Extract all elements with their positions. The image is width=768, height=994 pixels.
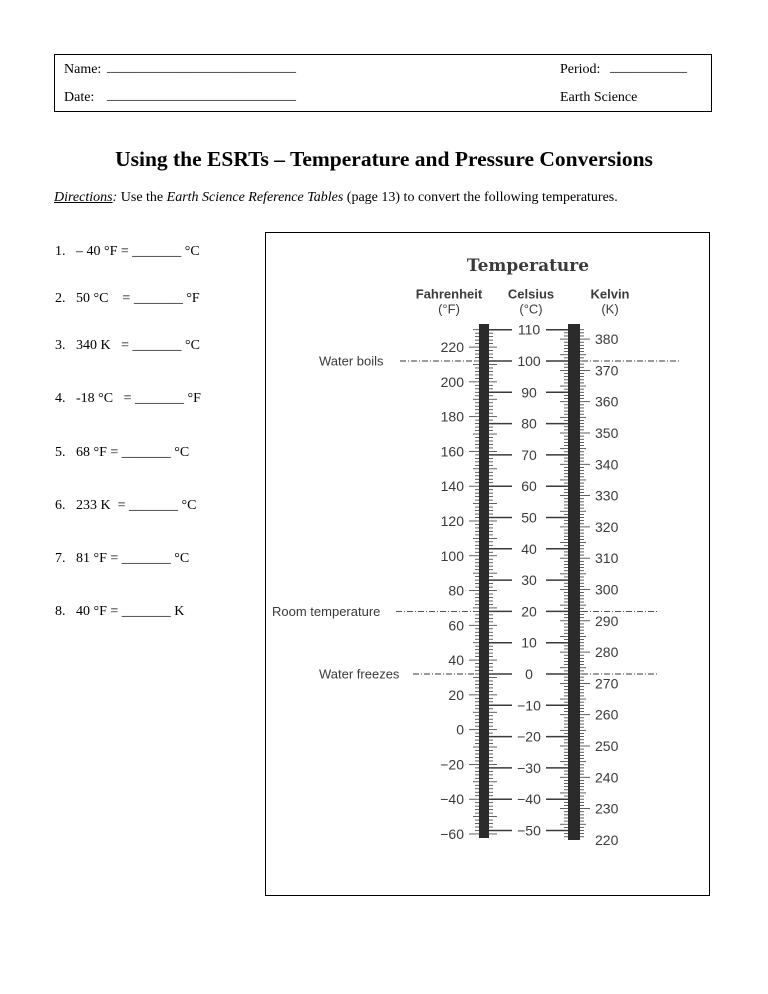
period-field[interactable]: ___________ — [610, 60, 687, 75]
kelvin-label: 280 — [595, 644, 619, 661]
celsius-label: 0 — [525, 666, 533, 682]
kelvin-label: 250 — [595, 737, 619, 754]
fahrenheit-label: 80 — [448, 582, 464, 599]
kelvin-label: 260 — [595, 706, 619, 723]
celsius-label: 80 — [521, 415, 537, 432]
scale-name-fahrenheit: Fahrenheit — [415, 286, 483, 302]
fahrenheit-label: 120 — [440, 512, 464, 529]
celsius-label: 60 — [521, 478, 537, 495]
figure-title: Temperature — [466, 256, 590, 276]
celsius-label: −50 — [517, 822, 541, 839]
celsius-label: 50 — [521, 509, 537, 526]
kelvin-label: 320 — [595, 518, 619, 535]
celsius-label: 30 — [521, 572, 537, 589]
name-label: Name: — [64, 62, 102, 77]
scale-unit-fahrenheit: (°F) — [438, 301, 460, 317]
fahrenheit-label: 40 — [448, 652, 464, 669]
fahrenheit-label: 160 — [440, 443, 464, 460]
question-4[interactable]: 4. -18 °C = _______ °F — [55, 391, 201, 406]
question-5[interactable]: 5. 68 °F = _______ °C — [55, 445, 190, 460]
scale-name-celsius: Celsius — [507, 286, 555, 302]
question-1[interactable]: 1. – 40 °F = _______ °C — [55, 244, 200, 259]
fahrenheit-label: 140 — [440, 478, 464, 495]
scale-unit-celsius: (°C) — [519, 301, 543, 317]
kelvin-label: 310 — [595, 550, 619, 567]
reference-label-water-freezes: Water freezes — [319, 666, 400, 682]
celsius-label: 100 — [517, 353, 541, 369]
kelvin-label: 300 — [595, 581, 619, 598]
kelvin-label: 330 — [595, 487, 619, 504]
kelvin-label: 230 — [595, 800, 619, 817]
kelvin-label: 380 — [595, 331, 619, 348]
fahrenheit-label: 180 — [440, 408, 464, 425]
course-name: Earth Science — [560, 90, 638, 105]
fahrenheit-label: 0 — [456, 721, 464, 738]
question-8[interactable]: 8. 40 °F = _______ K — [55, 604, 185, 619]
question-2[interactable]: 2. 50 °C = _______ °F — [55, 291, 200, 306]
fahrenheit-label: −60 — [440, 825, 464, 842]
question-7[interactable]: 7. 81 °F = _______ °C — [55, 551, 190, 566]
kelvin-label: 370 — [595, 362, 619, 379]
date-field[interactable]: ___________________________ — [107, 88, 296, 103]
celsius-label: 110 — [517, 321, 541, 338]
kelvin-label: 290 — [595, 612, 619, 629]
celsius-label: −20 — [517, 728, 541, 745]
student-info-box — [54, 54, 712, 112]
kelvin-label: 240 — [595, 769, 619, 786]
fahrenheit-bar — [479, 324, 489, 838]
page-title: Using the ESRTs – Temperature and Pressure Conversions — [115, 147, 653, 171]
fahrenheit-label: 60 — [448, 617, 464, 634]
celsius-label: 10 — [521, 634, 537, 651]
fahrenheit-label: −20 — [440, 756, 464, 773]
fahrenheit-label: 200 — [440, 373, 464, 390]
reference-label-room-temperature: Room temperature — [272, 603, 381, 619]
kelvin-label: 270 — [595, 675, 619, 692]
fahrenheit-label: 20 — [448, 686, 464, 703]
kelvin-label: 220 — [595, 831, 619, 848]
celsius-label: 90 — [521, 384, 537, 401]
fahrenheit-label: 220 — [440, 339, 464, 356]
celsius-label: 70 — [521, 446, 537, 463]
scale-name-kelvin: Kelvin — [590, 286, 630, 302]
kelvin-label: 360 — [595, 393, 619, 410]
scale-unit-kelvin: (K) — [601, 301, 619, 317]
name-field[interactable]: ___________________________ — [107, 60, 296, 75]
celsius-label: −40 — [517, 791, 541, 808]
kelvin-bar — [568, 324, 580, 840]
celsius-label: −30 — [517, 759, 541, 776]
kelvin-label: 350 — [595, 424, 619, 441]
celsius-label: 20 — [521, 603, 537, 620]
reference-label-water-boils: Water boils — [319, 353, 384, 369]
fahrenheit-label: −40 — [440, 791, 464, 808]
fahrenheit-label: 100 — [440, 547, 464, 564]
directions-label: Directions — [54, 190, 113, 205]
celsius-label: −10 — [517, 697, 541, 714]
directions: Directions: Use the Earth Science Reference Tables (page 13) to convert the following temperatures. — [54, 190, 618, 205]
reference-title: Earth Science Reference Tables — [166, 190, 344, 205]
date-label: Date: — [64, 90, 95, 105]
question-3[interactable]: 3. 340 K = _______ °C — [55, 338, 200, 353]
celsius-label: 40 — [521, 540, 537, 557]
period-label: Period: — [560, 62, 601, 77]
kelvin-label: 340 — [595, 456, 619, 473]
temperature-scale-figure — [265, 232, 710, 896]
question-6[interactable]: 6. 233 K = _______ °C — [55, 498, 197, 513]
temperature-scale-diagram — [266, 233, 711, 897]
